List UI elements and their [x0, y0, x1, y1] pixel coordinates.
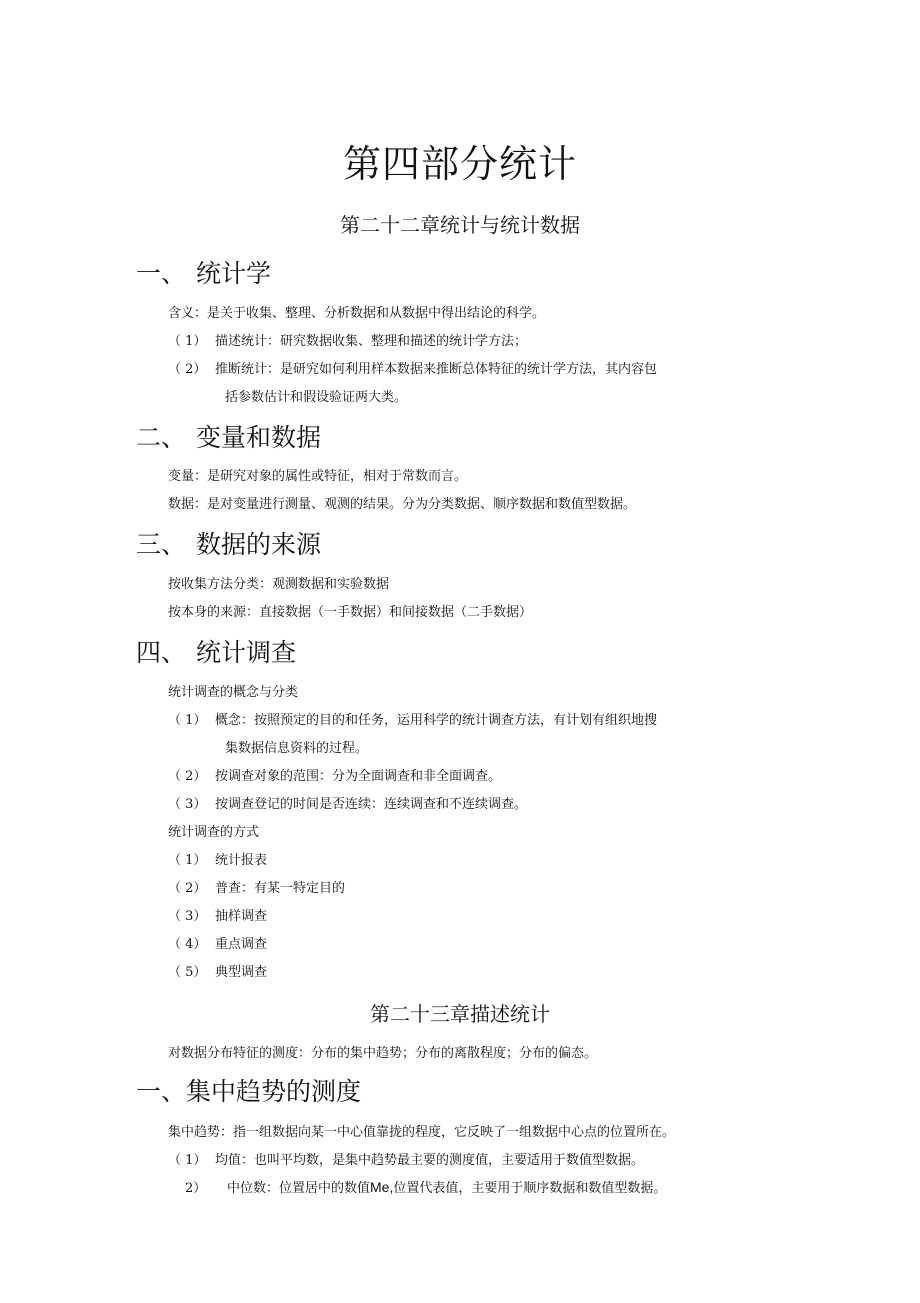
source-by-origin: 按本身的来源：直接数据（一手数据）和间接数据（二手数据） — [168, 605, 533, 620]
list-item — [168, 905, 267, 924]
list-item — [168, 793, 527, 812]
list-text: 典型调查 — [215, 965, 268, 980]
variable-definition: 变量：是研究对象的属性或特征，相对于常数而言。 — [168, 469, 468, 484]
statistics-definition: 含义：是关于收集、整理、分析数据和从数据中得出结论的科学。 — [168, 306, 546, 321]
central-tendency-definition: 集中趋势：指一组数据向某一中心值靠拢的程度，它反映了一组数据中心点的位置所在。 — [168, 1125, 676, 1140]
section-1-heading — [136, 254, 271, 290]
list-continuation: 集数据信息资料的过程。 — [225, 741, 369, 756]
list-number: （ 4） — [168, 937, 207, 952]
section-number: 三、 — [136, 530, 187, 559]
data-definition: 数据：是对变量进行测量、观测的结果。分为分类数据、顺序数据和数值型数据。 — [168, 497, 637, 512]
part-title: 第四部分统计 — [342, 142, 577, 186]
list-item — [168, 765, 501, 784]
list-text: 按调查对象的范围：分为全面调查和非全面调查。 — [215, 769, 502, 784]
chapter-22-title: 第二十二章统计与统计数据 — [340, 213, 580, 237]
list-number: （ 1） — [168, 853, 207, 868]
list-item — [168, 1149, 644, 1168]
list-text: 概念：按照预定的目的和任务，运用科学的统计调查方法，有计划有组织地搜 — [215, 713, 658, 728]
list-text: 重点调查 — [215, 937, 268, 952]
list-number: （ 5） — [168, 965, 207, 980]
list-number: （ 2） — [168, 881, 207, 896]
list-text: 中位数：位置居中的数值 — [227, 1181, 371, 1196]
list-text: 描述统计：研究数据收集、整理和描述的统计学方法； — [215, 334, 528, 349]
list-number: （ 2） — [168, 769, 207, 784]
list-text: 统计报表 — [215, 853, 268, 868]
list-item — [168, 961, 267, 980]
section-title: 数据的来源 — [196, 530, 322, 559]
section-3-heading — [136, 525, 321, 561]
section-2-heading — [136, 418, 321, 454]
list-item — [185, 1177, 666, 1196]
list-text: 均值：也叫平均数，是集中趋势最主要的测度值，主要适用于数值型数据。 — [215, 1153, 645, 1168]
list-number: 2） — [185, 1181, 207, 1196]
source-by-method: 按收集方法分类：观测数据和实验数据 — [168, 577, 390, 592]
methods-heading: 统计调查的方式 — [168, 825, 260, 840]
list-number: （ 1） — [168, 713, 207, 728]
chapter-23-title: 第二十三章描述统计 — [370, 1002, 550, 1026]
list-text: 抽样调查 — [215, 909, 268, 924]
list-text: 位置代表值，主要用于顺序数据和数值型数据。 — [393, 1181, 667, 1196]
list-item — [168, 330, 527, 349]
list-item — [168, 358, 657, 377]
central-tendency-heading: 一、集中趋势的测度 — [136, 1077, 362, 1106]
list-number: （ 1） — [168, 1153, 207, 1168]
list-text: 普查：有某一特定目的 — [215, 881, 346, 896]
section-title: 变量和数据 — [196, 423, 322, 452]
list-number: （ 3） — [168, 909, 207, 924]
section-number: 四、 — [136, 638, 187, 667]
chapter-23-intro: 对数据分布特征的测度：分布的集中趋势；分布的离散程度；分布的偏态。 — [168, 1046, 598, 1061]
median-symbol: Me, — [370, 1179, 394, 1195]
list-text: 推断统计：是研究如何利用样本数据来推断总体特征的统计学方法，其内容包 — [215, 362, 658, 377]
list-item — [168, 849, 267, 868]
list-item — [168, 933, 267, 952]
list-continuation: 括参数估计和假设验证两大类。 — [225, 390, 408, 405]
list-number: （ 1） — [168, 334, 207, 349]
list-number: （ 2） — [168, 362, 207, 377]
list-text: 按调查登记的时间是否连续：连续调查和不连续调查。 — [215, 797, 528, 812]
section-4-heading — [136, 633, 296, 669]
list-item — [168, 709, 657, 728]
section-title: 统计调查 — [196, 638, 297, 667]
list-item — [168, 877, 345, 896]
section-number: 二、 — [136, 423, 187, 452]
list-number: （ 3） — [168, 797, 207, 812]
section-number: 一、 — [136, 259, 187, 288]
concept-heading: 统计调查的概念与分类 — [168, 685, 299, 700]
section-title: 统计学 — [196, 259, 272, 288]
